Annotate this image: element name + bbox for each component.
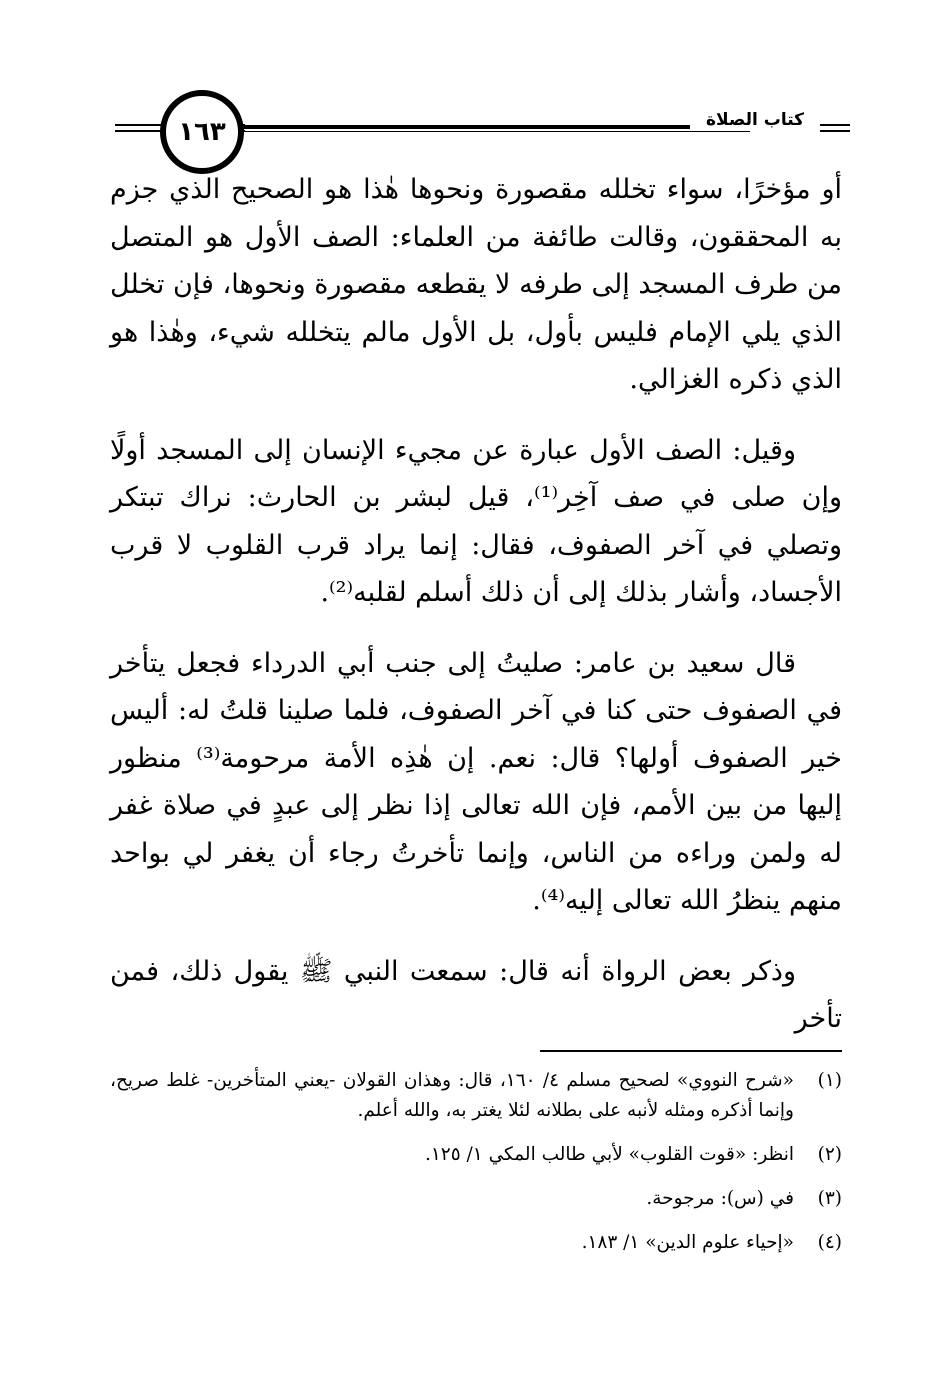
footnote-text: انظر: «قوت القلوب» لأبي طالب المكي ١/ ١٢٥. (424, 1144, 794, 1165)
footnote-number: (٤) (817, 1232, 842, 1253)
header-rule (215, 131, 750, 132)
footnote-text: «شرح النووي» لصحيح مسلم ٤/ ١٦٠، قال: وهذان القولان -يعني المتأخرين- غلط صريح، وإنما أذكره ومثله لأنبه على بطلانه لئلا يغتر به، والله أعلم. (110, 1070, 794, 1121)
footnote-number: (٣) (817, 1188, 842, 1209)
footnote-number: (٢) (817, 1144, 842, 1165)
header-rule (820, 130, 850, 132)
paragraph: قال سعيد بن عامر: صليتُ إلى جنب أبي الدرداء فجعل يتأخر في الصفوف حتى كنا في آخر الصفوف، فلما صلينا قلتُ له: أليس خير الصفوف أولها؟ قال: نعم. إن هٰذِه الأمة مرحومة⁽³⁾ منظور إليها من بين الأمم، فإن الله تعالى إذا نظر إلى عبدٍ في صلاة غفر له ولمن وراءه من الناس، وإنما تأخرتُ رجاء أن يغفر لي بواحد منهم ينظرُ الله تعالى إليه⁽⁴⁾. (110, 647, 842, 916)
footnote (110, 1228, 842, 1258)
paragraph: أو مؤخرًا، سواء تخلله مقصورة ونحوها هٰذا هو الصحيح الذي جزم به المحققون، وقالت طائفة من العلماء: الصف الأول هو المتصل من طرف المسجد إلى طرفه لا يقطعه مقصورة ونحوها، فإن تخلل الذي يلي الإمام فليس بأول، بل الأول مالم يتخلله شيء، وهٰذا هو الذي ذكره الغزالي. (110, 174, 842, 395)
footnote-text: «إحياء علوم الدين» ١/ ١٨٣. (581, 1232, 794, 1253)
page-number: ١٦٣ (160, 90, 244, 174)
running-header (115, 92, 850, 177)
footnote (110, 1184, 842, 1214)
footnote-separator (540, 1050, 842, 1052)
footnote-number: (١) (817, 1070, 842, 1091)
header-rule (215, 125, 750, 129)
running-title: كتاب الصلاة (690, 110, 820, 130)
header-rule (820, 124, 850, 126)
footnotes (110, 1066, 842, 1258)
footnote (110, 1140, 842, 1170)
footnote-text: في (س): مرجوحة. (646, 1188, 794, 1209)
paragraph: وقيل: الصف الأول عبارة عن مجيء الإنسان إلى المسجد أولًا وإن صلى في صف آخِر⁽¹⁾، قيل لبشر بن الحارث: نراك تبتكر وتصلي في آخر الصفوف، فقال: إنما يراد قرب القلوب لا قرب الأجساد، وأشار بذلك إلى أن ذلك أسلم لقلبه⁽²⁾. (110, 434, 842, 608)
paragraph: وذكر بعض الرواة أنه قال: سمعت النبي ﷺ يقول ذلك، فمن تأخر (110, 955, 842, 1034)
main-text (110, 166, 842, 1043)
footnote (110, 1066, 842, 1126)
